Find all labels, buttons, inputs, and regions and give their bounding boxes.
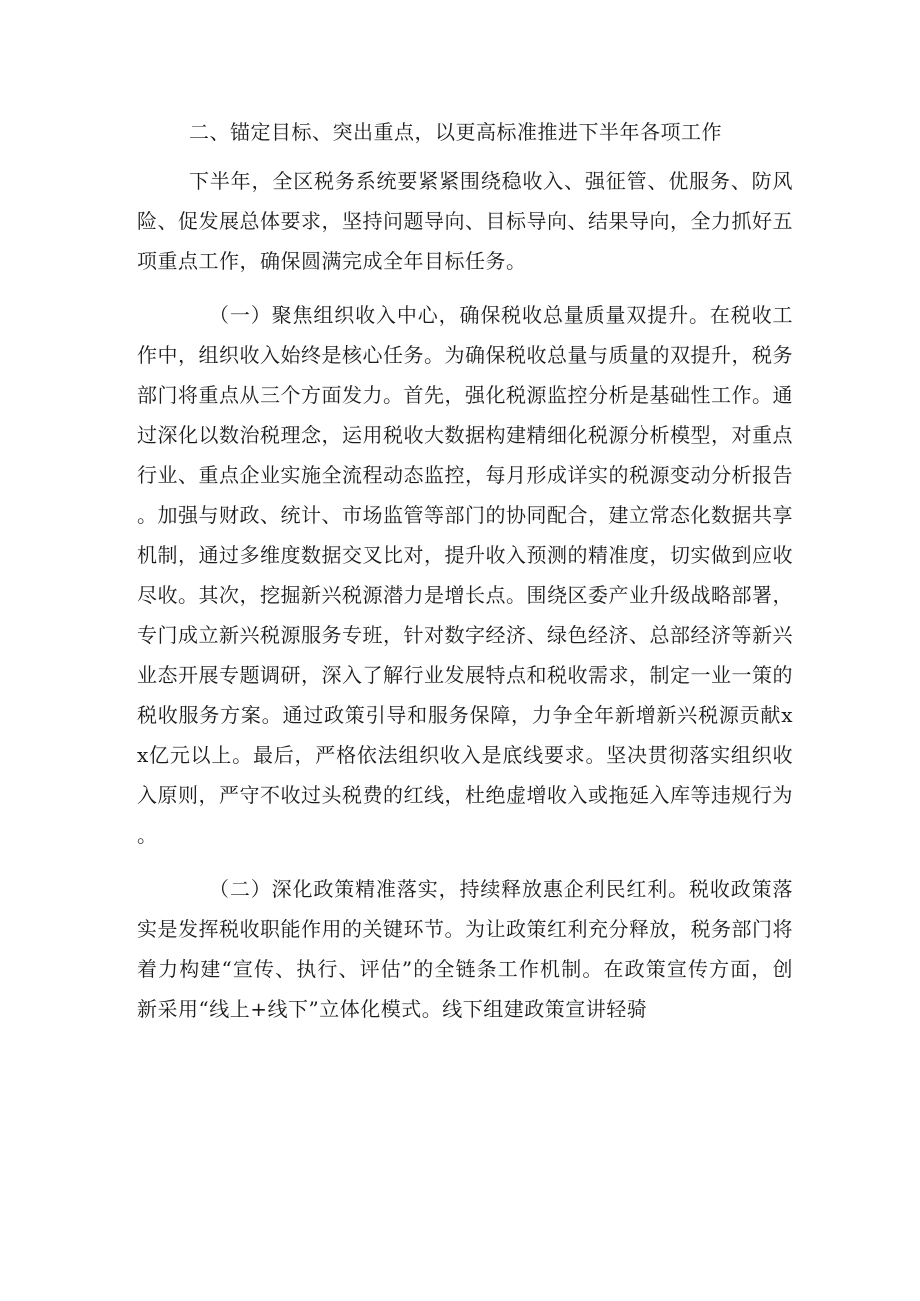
paragraph-item-2: （二）深化政策精准落实，持续释放惠企利民红利。税收政策落实是发挥税收职能作用的关键环节。为让政策红利充分释放，税务部门将着力构建“宣传、执行、评估”的全链条工作机制。在政策宣传方面，创新采用“线上+线下”立体化模式。线下组建政策宣讲轻骑 [137,877,793,1021]
document-body [137,112,793,1029]
paragraph-intro: 下半年，全区税务系统要紧紧围绕稳收入、强征管、优服务、防风险、促发展总体要求，坚持问题导向、目标导向、结果导向，全力抓好五项重点工作，确保圆满完成全年目标任务。 [137,169,793,273]
paragraph-item-1: （一）聚焦组织收入中心，确保税收总量质量双提升。在税收工作中，组织收入始终是核心任务。为确保税收总量与质量的双提升，税务部门将重点从三个方面发力。首先，强化税源监控分析是基础性工作。通过深化以数治税理念，运用税收大数据构建精细化税源分析模型，对重点行业、重点企业实施全流程动态监控，每月形成详实的税源变动分析报告。加强与财政、统计、市场监管等部门的协同配合，建立常态化数据共享机制，通过多维度数据交叉比对，提升收入预测的精准度，切实做到应收尽收。其次，挖掘新兴税源潜力是增长点。围绕区委产业升级战略部署，专门成立新兴税源服务专班，针对数字经济、绿色经济、总部经济等新兴业态开展专题调研，深入了解行业发展特点和税收需求，制定一业一策的税收服务方案。通过政策引导和服务保障，力争全年新增新兴税源贡献xx亿元以上。最后，严格依法组织收入是底线要求。坚决贯彻落实组织收入原则，严守不收过头税费的红线，杜绝虚增收入或拖延入库等违规行为。 [137,303,793,847]
section-heading: 二、锚定目标、突出重点，以更高标准推进下半年各项工作 [189,120,722,144]
